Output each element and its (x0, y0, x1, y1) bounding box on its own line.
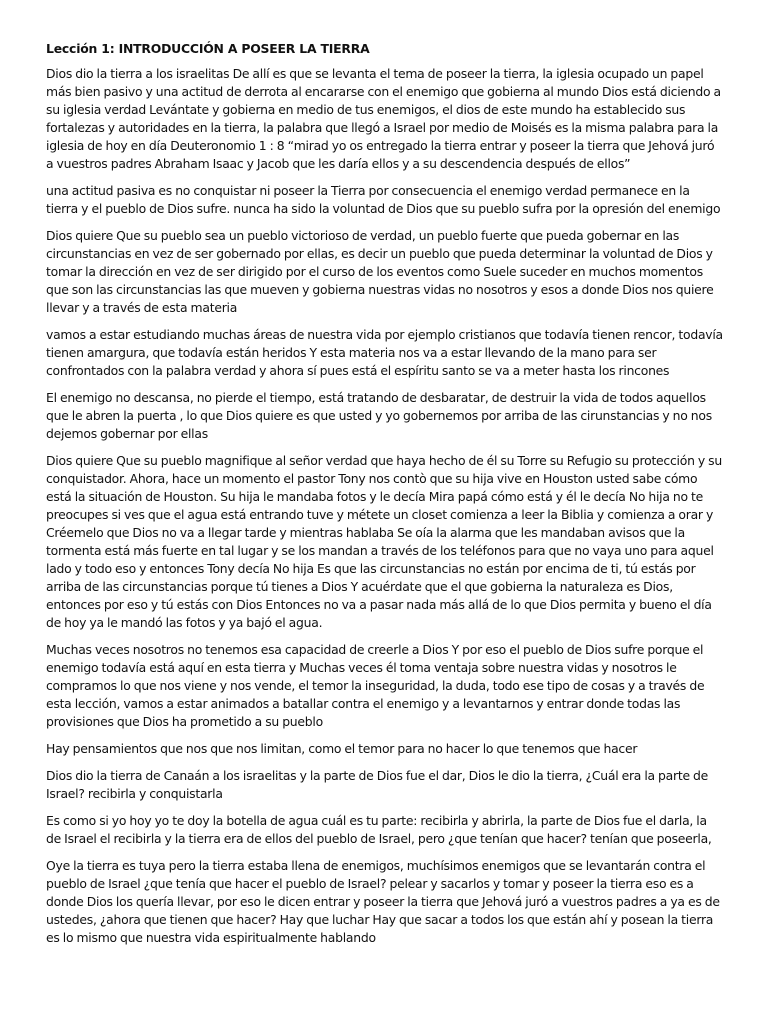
paragraph-10: Es como si yo hoy yo te doy la botella de agua cuál es tu parte: recibirla y abrirla, la parte de Dios fue el darla, la de Israel el recibirla y la tierra era de ellos del pueblo de Israel, pero ¿que tenían que hacer? tenían que poseerla, (46, 813, 712, 846)
paragraph-8: Hay pensamientos que nos que nos limitan, como el temor para no hacer lo que tenemos que hacer (46, 741, 638, 756)
paragraph-3: Dios quiere Que su pueblo sea un pueblo victorioso de verdad, un pueblo fuerte que pueda gobernar en las circunstancias en vez de ser gobernado por ellas, es decir un pueblo que pueda determinar la voluntad de Dios y tomar la dirección en vez de ser dirigido por el curso de los eventos como Suele suceder en muchos momentos que son las circunstancias las que mueven y gobierna nuestras vidas no nosotros y esos a donde Dios nos quiere llevar y a través de esta materia (46, 228, 714, 315)
paragraph-11: Oye la tierra es tuya pero la tierra estaba llena de enemigos, muchísimos enemigos que se levantarán contra el pueblo de Israel ¿que tenía que hacer el pueblo de Israel? pelear y sacarlos y tomar y poseer la tierra eso es a donde Dios los quería llevar, por eso le dicen entrar y poseer la tierra que Jehová juró a vuestros padres a ya es de ustedes, ¿ahora que tienen que hacer? Hay que luchar Hay que sacar a todos los que están ahí y posean la tierra es lo mismo que nuestra vida espiritualmente hablando (46, 858, 720, 945)
paragraph-6: Dios quiere Que su pueblo magnifique al señor verdad que haya hecho de él su Torre su Refugio su protección y su conquistador. Ahora, hace un momento el pastor Tony nos contò que su hija vive en Houston usted sabe cómo está la situación de Houston. Su hija le mandaba fotos y le decía Mira papá cómo está y él le decía No hija no te preocupes si ves que el agua está entrando tuve y métete un closet comienza a leer la Biblia y comienza a orar y Créemelo que Dios no va a llegar tarde y mientras hablaba Se oía la alarma que les mandaban avisos que la tormenta está más fuerte en tal lugar y se los mandan a través de los teléfonos para que no vaya uno para aquel lado y todo eso y entonces Tony decía No hija Es que las circunstancias no están por encima de ti, tú estás por arriba de las circunstancias porque tú tienes a Dios Y acuérdate que el que gobierna la naturaleza es Dios, entonces por eso y tú estás con Dios Entonces no va a pasar nada más allá de lo que Dios permita y bueno el día de hoy ya le mandó las fotos y ya bajó el agua. (46, 453, 722, 630)
paragraph-2: una actitud pasiva es no conquistar ni poseer la Tierra por consecuencia el enemigo verdad permanece en la tierra y el pueblo de Dios sufre. nunca ha sido la voluntad de Dios que su pueblo sufra por la opresión del enemigo (46, 183, 721, 216)
paragraph-9: Dios dio la tierra de Canaán a los israelitas y la parte de Dios fue el dar, Dios le dio la tierra, ¿Cuál era la parte de Israel? recibirla y conquistarla (46, 768, 709, 801)
paragraph-5: El enemigo no descansa, no pierde el tiempo, está tratando de desbaratar, de destruir la vida de todos aquellos que le abren la puerta , lo que Dios quiere es que usted y yo gobernemos por arriba de las cirunstancias y no nos dejemos gobernar por ellas (46, 390, 712, 441)
paragraph-1: Dios dio la tierra a los israelitas De allí es que se levanta el tema de poseer la tierra, la iglesia ocupado un papel más bien pasivo y una actitud de derrota al encararse con el enemigo que gobierna al mundo Dios está diciendo a su iglesia verdad Levántate y gobierna en medio de tus enemigos, el dios de este mundo ha establecido sus fortalezas y autoridades en la tierra, la palabra que llegó a Israel por medio de Moisés es la misma palabra para la iglesia de hoy en día Deuteronomio 1 : 8 “mirad yo os entregado la tierra entrar y poseer la tierra que Jehová juró a vuestros padres Abraham Isaac y Jacob que les daría ellos y a su descendencia después de ellos” (46, 66, 721, 171)
paragraph-4: vamos a estar estudiando muchas áreas de nuestra vida por ejemplo cristianos que todavía tienen rencor, todavía tienen amargura, que todavía están heridos Y esta materia nos va a estar llevando de la mano para ser confrontados con la palabra verdad y ahora sí pues está el espíritu santo se va a meter hasta los rincones (46, 327, 723, 378)
lesson-title: Lección 1: INTRODUCCIÓN A POSEER LA TIERRA (46, 41, 370, 56)
paragraph-7: Muchas veces nosotros no tenemos esa capacidad de creerle a Dios Y por eso el pueblo de Dios sufre porque el enemigo todavía está aquí en esta tierra y Muchas veces él toma ventaja sobre nuestra vidas y nosotros le compramos lo que nos viene y nos vende, el temor la inseguridad, la duda, todo ese tipo de cosas y a través de esta lección, vamos a estar animados a batallar contra el enemigo y a levantarnos y entrar donde todas las provisiones que Dios ha prometido a su pueblo (46, 642, 705, 729)
